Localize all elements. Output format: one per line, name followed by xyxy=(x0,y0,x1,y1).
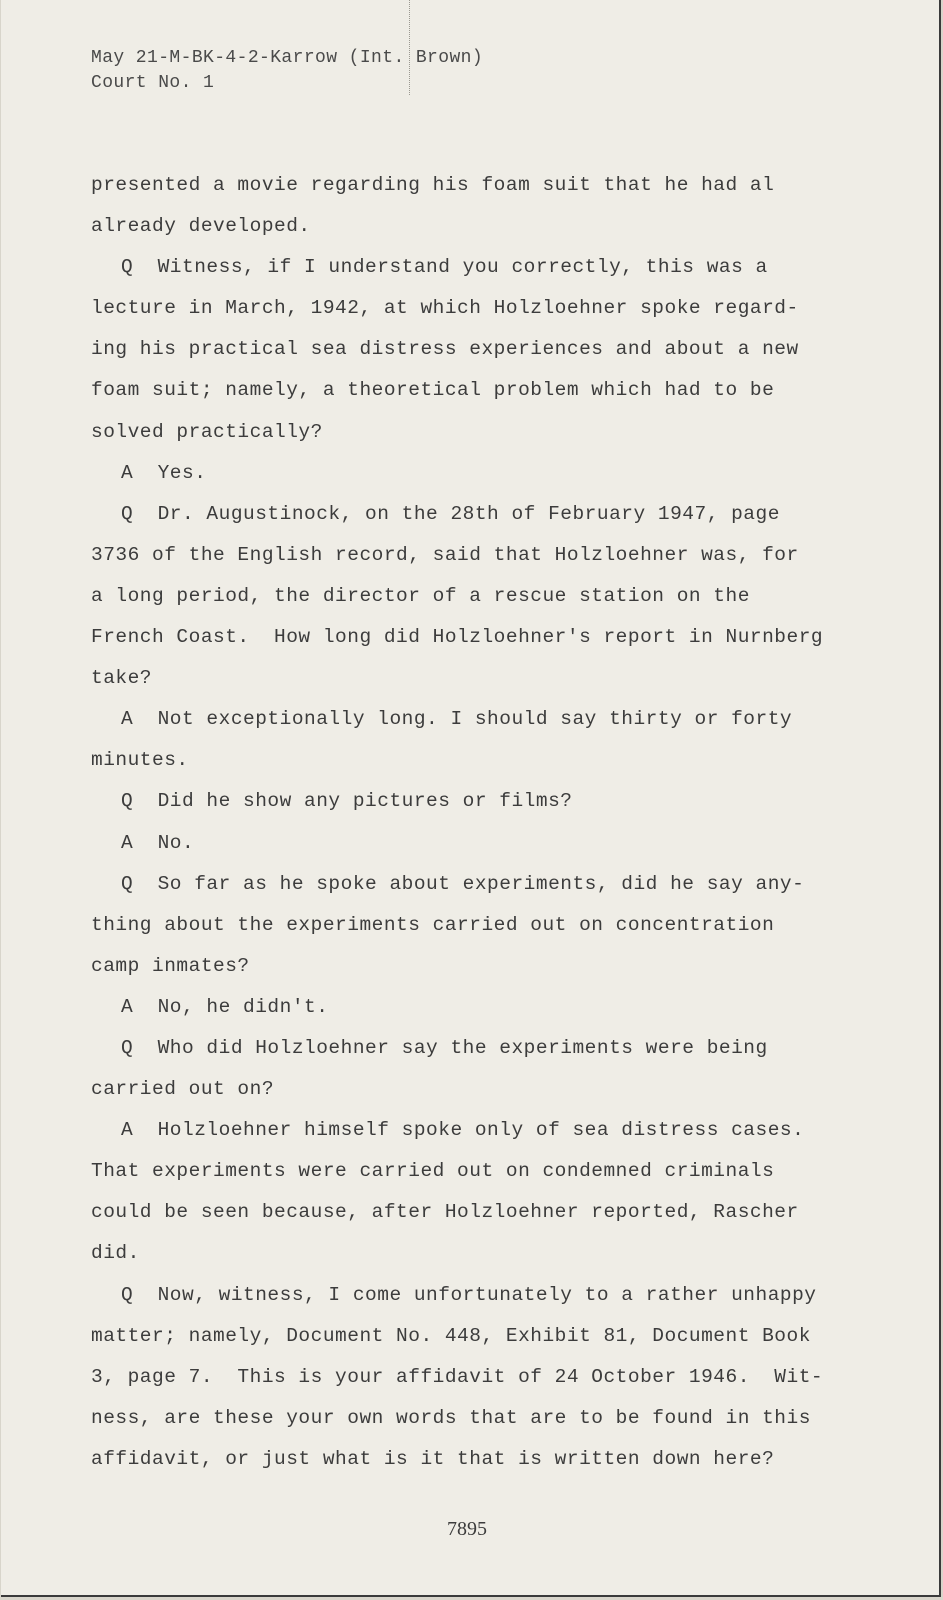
text-line: matter; namely, Document No. 448, Exhibit 81, Document Book xyxy=(91,1324,811,1347)
text-line: already developed. xyxy=(91,215,311,238)
text-line: solved practically? xyxy=(91,420,323,443)
answer-line: A Yes. xyxy=(121,461,207,484)
question-line: Q Did he show any pictures or films? xyxy=(121,790,573,813)
text-line: foam suit; namely, a theoretical problem which had to be xyxy=(91,379,775,402)
text-line: did. xyxy=(91,1242,140,1265)
text-line: ing his practical sea distress experiences and about a new xyxy=(91,338,799,361)
answer-line: A No. xyxy=(121,831,195,854)
header-line-1: May 21-M-BK-4-2-Karrow (Int. Brown) xyxy=(91,48,484,68)
text-line: 3736 of the English record, said that Holzloehner was, for xyxy=(91,543,799,566)
question-line: Q Dr. Augustinock, on the 28th of February 1947, page xyxy=(121,502,780,525)
question-line: Q Witness, if I understand you correctly, this was a xyxy=(121,256,768,279)
text-line: That experiments were carried out on condemned criminals xyxy=(91,1160,775,1183)
text-line: minutes. xyxy=(91,749,189,772)
text-line: affidavit, or just what is it that is written down here? xyxy=(91,1447,775,1470)
question-line: Q Who did Holzloehner say the experiments were being xyxy=(121,1036,768,1059)
text-line: take? xyxy=(91,667,153,690)
document-header xyxy=(91,46,483,96)
header-line-2: Court No. 1 xyxy=(91,73,215,93)
text-line: lecture in March, 1942, at which Holzloehner spoke regard- xyxy=(91,297,799,320)
answer-line: A No, he didn't. xyxy=(121,995,329,1018)
text-line: French Coast. How long did Holzloehner's report in Nurnberg xyxy=(91,626,824,649)
text-line: could be seen because, after Holzloehner reported, Rascher xyxy=(91,1201,799,1224)
text-line: camp inmates? xyxy=(91,954,250,977)
text-line: carried out on? xyxy=(91,1078,275,1101)
text-line: 3, page 7. This is your affidavit of 24 October 1946. Wit- xyxy=(91,1365,824,1388)
document-page xyxy=(1,0,941,1597)
transcript-body xyxy=(91,165,851,1480)
text-line: ness, are these your own words that are to be found in this xyxy=(91,1406,811,1429)
text-line: a long period, the director of a rescue station on the xyxy=(91,584,750,607)
answer-line: A Holzloehner himself spoke only of sea distress cases. xyxy=(121,1119,805,1142)
text-line: thing about the experiments carried out on concentration xyxy=(91,913,775,936)
question-line: Q Now, witness, I come unfortunately to a rather unhappy xyxy=(121,1283,817,1306)
text-line: presented a movie regarding his foam suit that he had al xyxy=(91,174,775,196)
answer-line: A Not exceptionally long. I should say thirty or forty xyxy=(121,708,793,731)
page-number: 7895 xyxy=(447,1518,487,1540)
question-line: Q So far as he spoke about experiments, did he say any- xyxy=(121,872,805,895)
